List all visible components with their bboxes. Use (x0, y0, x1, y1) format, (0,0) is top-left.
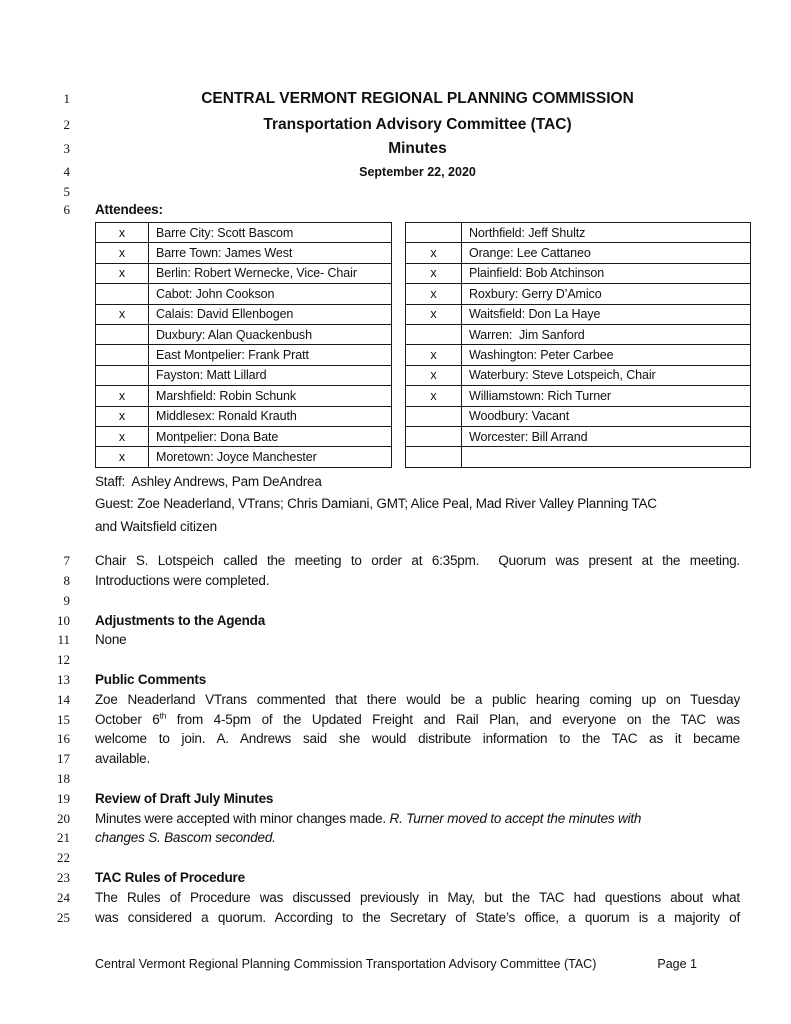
doc-line-2 (0, 112, 791, 137)
line-number: 14 (57, 691, 70, 707)
present-mark (406, 223, 462, 243)
line-number: 15 (57, 711, 70, 727)
attendee-name: Calais: David Ellenbogen (149, 304, 392, 324)
section-heading-july-minutes: Review of Draft July Minutes (95, 790, 274, 806)
line-number: 12 (57, 652, 70, 668)
section-heading-adjustments: Adjustments to the Agenda (95, 612, 266, 628)
doc-line-25 (0, 908, 791, 928)
present-mark (406, 324, 462, 344)
doc-line-3 (0, 137, 791, 161)
present-mark: x (406, 284, 462, 304)
line-number: 18 (57, 770, 70, 786)
page-number: Page 1 (657, 957, 697, 971)
body-text: None (95, 632, 127, 648)
table-row (96, 447, 392, 467)
line-number: 23 (57, 869, 70, 885)
line-number: 24 (57, 889, 70, 905)
present-mark: x (96, 263, 149, 283)
table-row (96, 284, 392, 304)
doc-line-11 (0, 630, 791, 650)
table-row (406, 263, 751, 283)
staff-line: Staff: Ashley Andrews, Pam DeAndrea (95, 473, 322, 489)
attendee-name: Montpelier: Dona Bate (149, 426, 392, 446)
doc-date: September 22, 2020 (359, 165, 476, 179)
doc-line-9-blank (0, 591, 791, 611)
line-number: 7 (63, 553, 70, 569)
table-row (406, 223, 751, 243)
present-mark: x (406, 386, 462, 406)
body-text-part: October 6 (95, 711, 160, 727)
body-text: Chair S. Lotspeich called the meeting to order at 6:35pm. Quorum was present at the meeting. (95, 553, 740, 569)
table-row (96, 406, 392, 426)
doc-line-24 (0, 888, 791, 908)
doc-line-14 (0, 690, 791, 710)
line-number: 1 (63, 91, 70, 106)
table-row (406, 386, 751, 406)
doc-line-18-blank (0, 769, 791, 789)
attendee-name: Barre Town: James West (149, 243, 392, 263)
attendee-name: East Montpelier: Frank Pratt (149, 345, 392, 365)
table-row (406, 324, 751, 344)
attendee-name: Waterbury: Steve Lotspeich, Chair (462, 365, 751, 385)
attendee-name: Moretown: Joyce Manchester (149, 447, 392, 467)
doc-line-21 (0, 828, 791, 848)
present-mark (96, 284, 149, 304)
attendee-name: Marshfield: Robin Schunk (149, 386, 392, 406)
attendance-tables (95, 222, 740, 468)
attendee-name: Williamstown: Rich Turner (462, 386, 751, 406)
table-row (96, 263, 392, 283)
superscript-ordinal: th (159, 710, 167, 721)
attendee-name: Waitsfield: Don La Haye (462, 304, 751, 324)
section-heading-rules: TAC Rules of Procedure (95, 869, 245, 885)
line-number: 21 (57, 830, 70, 846)
attendee-name: Washington: Peter Carbee (462, 345, 751, 365)
attendee-name: Duxbury: Alan Quackenbush (149, 324, 392, 344)
attendee-name: Northfield: Jeff Shultz (462, 223, 751, 243)
attendee-name: Barre City: Scott Bascom (149, 223, 392, 243)
table-row (96, 223, 392, 243)
body-text: Introductions were completed. (95, 572, 270, 588)
line-number: 3 (63, 141, 70, 156)
table-row (96, 426, 392, 446)
attendee-name: Plainfield: Bob Atchinson (462, 263, 751, 283)
doc-line-7 (0, 551, 791, 571)
table-row (96, 304, 392, 324)
table-row (406, 304, 751, 324)
table-row (406, 426, 751, 446)
present-mark: x (406, 345, 462, 365)
doc-line-5-blank (0, 183, 791, 200)
present-mark: x (96, 426, 149, 446)
line-number: 5 (63, 184, 70, 199)
doc-line-10 (0, 611, 791, 631)
attendee-name: Middlesex: Ronald Krauth (149, 406, 392, 426)
present-mark: x (406, 304, 462, 324)
motion-text: changes S. Bascom seconded. (95, 830, 276, 846)
line-number: 6 (63, 202, 70, 217)
present-mark: x (96, 447, 149, 467)
line-number: 4 (63, 164, 70, 179)
attendee-name: Orange: Lee Cattaneo (462, 243, 751, 263)
line-number: 8 (63, 572, 70, 588)
attendee-name: Worcester: Bill Arrand (462, 426, 751, 446)
attendee-name: Warren: Jim Sanford (462, 324, 751, 344)
page-footer (95, 957, 697, 975)
body-text-part: from 4-5pm of the Updated Freight and Rail Plan, and everyone on the TAC was (166, 711, 740, 727)
attendee-name: Fayston: Matt Lillard (149, 365, 392, 385)
doc-line-16 (0, 729, 791, 749)
attendance-table-left (95, 222, 392, 468)
document-body (0, 86, 791, 927)
body-text: was considered a quorum. According to the Secretary of State’s office, a quorum is a majority of (95, 909, 740, 925)
line-number: 22 (57, 850, 70, 866)
present-mark (96, 365, 149, 385)
table-row (96, 365, 392, 385)
doc-line-15 (0, 710, 791, 730)
table-row (406, 365, 751, 385)
line-number: 13 (57, 671, 70, 687)
body-text (95, 710, 740, 730)
guest-line-1: Guest: Zoe Neaderland, VTrans; Chris Damiani, GMT; Alice Peal, Mad River Valley Planning TAC (95, 496, 657, 512)
present-mark (406, 426, 462, 446)
present-mark: x (96, 304, 149, 324)
present-mark: x (406, 243, 462, 263)
line-number: 17 (57, 751, 70, 767)
attendee-name: Berlin: Robert Wernecke, Vice- Chair (149, 263, 392, 283)
table-row (96, 324, 392, 344)
line-number: 11 (57, 632, 70, 648)
body-text (95, 809, 740, 829)
body-text-part: Minutes were accepted with minor changes made. (95, 810, 390, 826)
line-number: 20 (57, 810, 70, 826)
line-number: 2 (63, 117, 70, 132)
line-number: 10 (57, 612, 70, 628)
table-row (406, 345, 751, 365)
doc-line-22-blank (0, 848, 791, 868)
present-mark: x (96, 223, 149, 243)
footer-title: Central Vermont Regional Planning Commission Transportation Advisory Committee (TAC) (95, 957, 597, 971)
present-mark: x (406, 365, 462, 385)
guest-line-2: and Waitsfield citizen (95, 518, 217, 534)
doc-line-1 (0, 86, 791, 112)
table-row (406, 447, 751, 467)
doc-line-12-blank (0, 650, 791, 670)
present-mark: x (96, 406, 149, 426)
doc-line-4 (0, 161, 791, 183)
attendee-name: Cabot: John Cookson (149, 284, 392, 304)
doc-line-20 (0, 809, 791, 829)
attendance-table-right (405, 222, 751, 468)
table-row (96, 345, 392, 365)
spacer (0, 538, 791, 551)
table-row (406, 406, 751, 426)
doc-line-17 (0, 749, 791, 769)
table-row (406, 243, 751, 263)
attendee-name (462, 447, 751, 467)
doc-line-6 (0, 200, 791, 220)
body-text: welcome to join. A. Andrews said she would distribute information to the TAC as it became (95, 731, 740, 747)
present-mark (406, 406, 462, 426)
attendee-name: Roxbury: Gerry D’Amico (462, 284, 751, 304)
attendance-block (0, 220, 791, 538)
table-row (96, 243, 392, 263)
body-text: Zoe Neaderland VTrans commented that there would be a public hearing coming up on Tuesday (95, 691, 740, 707)
section-heading-public-comments: Public Comments (95, 671, 207, 687)
line-number: 25 (57, 909, 70, 925)
present-mark (96, 324, 149, 344)
doc-title-org: CENTRAL VERMONT REGIONAL PLANNING COMMISSION (201, 90, 634, 107)
doc-line-23 (0, 868, 791, 888)
table-row (96, 386, 392, 406)
doc-line-19 (0, 789, 791, 809)
present-mark: x (96, 243, 149, 263)
line-number: 19 (57, 790, 70, 806)
line-number: 9 (63, 592, 70, 608)
body-text: available. (95, 751, 151, 767)
motion-text: R. Turner moved to accept the minutes with (389, 810, 642, 826)
present-mark (406, 447, 462, 467)
line-number: 16 (57, 731, 70, 747)
doc-line-13 (0, 670, 791, 690)
attendance-content (95, 220, 740, 538)
table-row (406, 284, 751, 304)
attendee-name: Woodbury: Vacant (462, 406, 751, 426)
present-mark: x (96, 386, 149, 406)
attendees-label: Attendees: (95, 202, 163, 217)
body-text: The Rules of Procedure was discussed previously in May, but the TAC had questions about what (95, 889, 740, 905)
doc-title-minutes: Minutes (388, 140, 447, 157)
present-mark: x (406, 263, 462, 283)
doc-title-committee: Transportation Advisory Committee (TAC) (263, 116, 572, 133)
doc-line-8 (0, 571, 791, 591)
present-mark (96, 345, 149, 365)
